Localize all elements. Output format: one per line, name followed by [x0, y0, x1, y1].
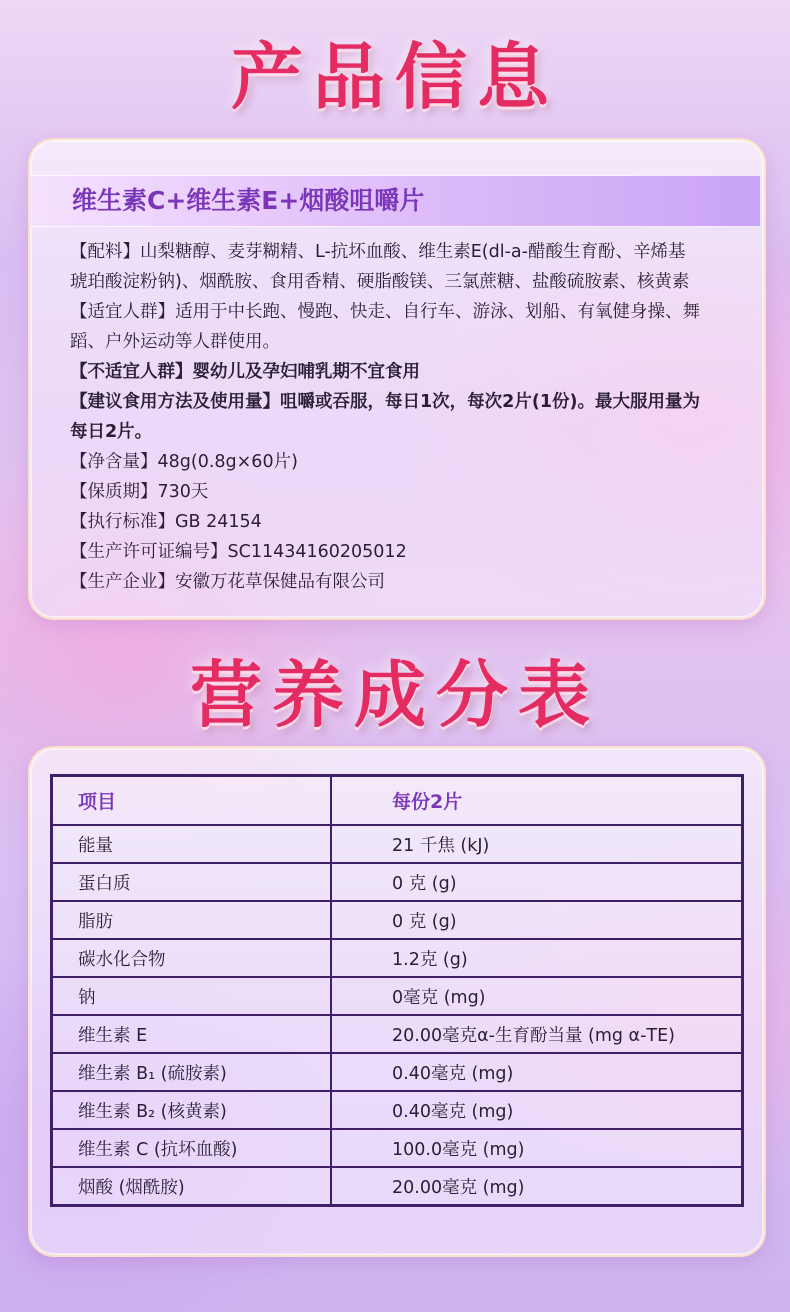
product-name-band	[30, 175, 760, 227]
row-value: 0毫克 (mg)	[331, 977, 743, 1015]
row-value: 100.0毫克 (mg)	[331, 1129, 743, 1167]
header-item: 项目	[52, 776, 332, 826]
product-info-list	[70, 237, 750, 597]
info-line-ingredients-1: 【配料】山梨糖醇、麦芽糊精、L-抗坏血酸、维生素E(dl-a-醋酸生育酚、辛烯基	[70, 242, 686, 262]
row-item: 碳水化合物	[52, 939, 332, 977]
row-item: 蛋白质	[52, 863, 332, 901]
nutrition-table	[50, 774, 744, 1207]
table-row	[52, 1129, 743, 1167]
row-item: 钠	[52, 977, 332, 1015]
row-value: 0 克 (g)	[331, 863, 743, 901]
info-line-unsuitable: 【不适宜人群】婴幼儿及孕妇哺乳期不宜食用	[70, 362, 420, 382]
nutrition-card	[28, 746, 766, 1257]
row-item: 维生素 B₁ (硫胺素)	[52, 1053, 332, 1091]
table-row	[52, 1015, 743, 1053]
row-item: 维生素 C (抗坏血酸)	[52, 1129, 332, 1167]
product-info-title: 产品信息	[230, 35, 559, 119]
product-name: 维生素C+维生素E+烟酸咀嚼片	[72, 186, 425, 215]
row-item: 脂肪	[52, 901, 332, 939]
nutrition-facts-title: 营养成分表	[189, 653, 600, 737]
info-line-ingredients-2: 琥珀酸淀粉钠)、烟酰胺、食用香精、硬脂酸镁、三氯蔗糖、盐酸硫胺素、核黄素	[70, 272, 690, 292]
table-row	[52, 1091, 743, 1129]
row-value: 1.2克 (g)	[331, 939, 743, 977]
info-line-shelf-life: 【保质期】730天	[70, 482, 209, 502]
row-value: 20.00毫克α-生育酚当量 (mg α-TE)	[331, 1015, 743, 1053]
row-value: 0.40毫克 (mg)	[331, 1091, 743, 1129]
info-line-usage-1: 【建议食用方法及使用量】咀嚼或吞服，每日1次，每次2片(1份)。最大服用量为	[70, 392, 701, 412]
table-row	[52, 977, 743, 1015]
table-header-row	[52, 776, 743, 826]
table-row	[52, 1053, 743, 1091]
info-line-net-content: 【净含量】48g(0.8g×60片)	[70, 452, 298, 472]
row-value: 0 克 (g)	[331, 901, 743, 939]
header-per-serving: 每份2片	[331, 776, 743, 826]
row-item: 维生素 B₂ (核黄素)	[52, 1091, 332, 1129]
info-line-license: 【生产许可证编号】SC11434160205012	[70, 542, 407, 562]
row-item: 维生素 E	[52, 1015, 332, 1053]
table-row	[52, 825, 743, 863]
table-row	[52, 863, 743, 901]
info-line-usage-2: 每日2片。	[70, 422, 153, 442]
row-value: 20.00毫克 (mg)	[331, 1167, 743, 1206]
info-line-suitable-1: 【适宜人群】适用于中长跑、慢跑、快走、自行车、游泳、划船、有氧健身操、舞	[70, 302, 700, 322]
row-item: 能量	[52, 825, 332, 863]
product-info-card	[28, 138, 766, 620]
info-line-standard: 【执行标准】GB 24154	[70, 512, 262, 532]
info-line-suitable-2: 蹈、户外运动等人群使用。	[70, 332, 280, 352]
info-line-manufacturer: 【生产企业】安徽万花草保健品有限公司	[70, 572, 385, 592]
row-item: 烟酸 (烟酰胺)	[52, 1167, 332, 1206]
row-value: 21 千焦 (kJ)	[331, 825, 743, 863]
row-value: 0.40毫克 (mg)	[331, 1053, 743, 1091]
table-row	[52, 939, 743, 977]
table-row	[52, 1167, 743, 1206]
table-row	[52, 901, 743, 939]
